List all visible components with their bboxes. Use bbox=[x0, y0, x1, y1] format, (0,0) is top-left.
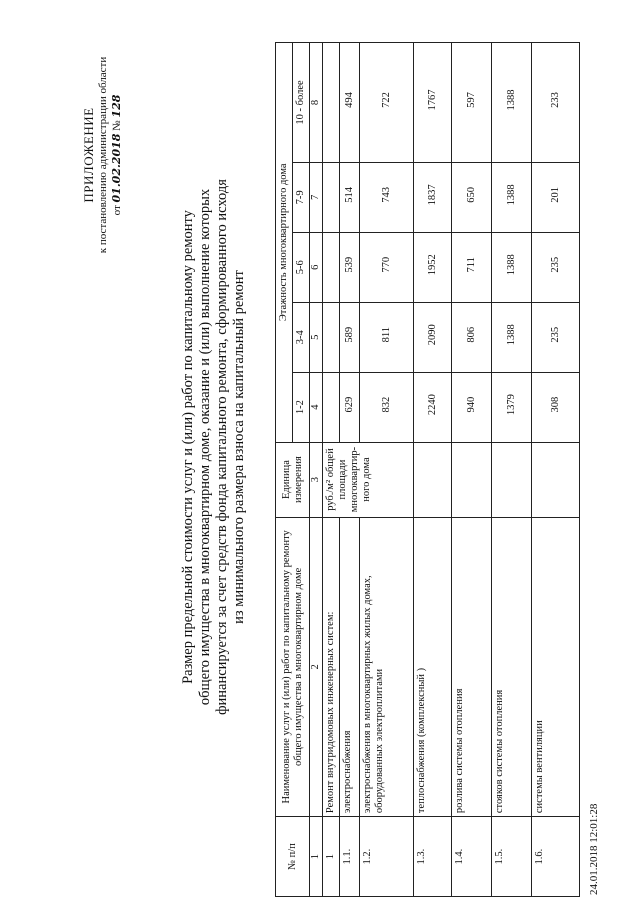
index-row bbox=[310, 43, 323, 897]
row-value: 650 bbox=[452, 162, 492, 232]
row-value: 235 bbox=[532, 302, 580, 372]
row-name: розлива системы отопления bbox=[452, 517, 492, 817]
row-num: 1.1. bbox=[340, 817, 360, 897]
index-cell: 7 bbox=[310, 162, 323, 232]
row-value: 1388 bbox=[492, 232, 532, 302]
section-row bbox=[323, 43, 340, 897]
section-num: 1 bbox=[323, 817, 340, 897]
header-floors: Этажность многоквартирного дома bbox=[276, 43, 293, 443]
row-value: 1952 bbox=[414, 232, 452, 302]
index-cell: 2 bbox=[310, 517, 323, 817]
title-line-4: из минимального размера взноса на капитальный ремонт bbox=[231, 270, 247, 624]
row-num: 1.2. bbox=[360, 817, 414, 897]
row-name: электроснабжения bbox=[340, 517, 360, 817]
row-value: 722 bbox=[360, 43, 414, 163]
row-value: 235 bbox=[532, 232, 580, 302]
header-floor-col: 1-2 bbox=[293, 372, 310, 442]
appendix-number: 128 bbox=[110, 94, 123, 118]
index-cell: 3 bbox=[310, 442, 323, 517]
appendix-no: № bbox=[111, 120, 123, 131]
row-value: 494 bbox=[340, 43, 360, 163]
row-num: 1.6. bbox=[532, 817, 580, 897]
row-value: 2240 bbox=[414, 372, 452, 442]
row-value: 743 bbox=[360, 162, 414, 232]
row-value: 832 bbox=[360, 372, 414, 442]
row-value: 806 bbox=[452, 302, 492, 372]
title-line-1: Размер предельной стоимости услуг и (или) работ по капитальному ремонту bbox=[180, 210, 196, 684]
row-value: 1388 bbox=[492, 162, 532, 232]
print-timestamp: 24.01.2018 12:01:28 bbox=[588, 803, 600, 895]
index-cell: 8 bbox=[310, 43, 323, 163]
header-floor-col: 5-6 bbox=[293, 232, 310, 302]
title-line-2: общего имущества в многоквартирном доме, оказание и (или) выполнение которых bbox=[197, 188, 213, 706]
row-num: 1.3. bbox=[414, 817, 452, 897]
row-value: 539 bbox=[340, 232, 360, 302]
appendix-date: 01.02.2018 bbox=[110, 133, 123, 203]
row-value: 597 bbox=[452, 43, 492, 163]
appendix-title: ПРИЛОЖЕНИЕ bbox=[81, 107, 96, 203]
index-cell: 4 bbox=[310, 372, 323, 442]
header-num: № п/п bbox=[276, 817, 310, 897]
row-value: 2090 bbox=[414, 302, 452, 372]
row-value: 940 bbox=[452, 372, 492, 442]
row-value: 201 bbox=[532, 162, 580, 232]
header-floor-col: 3-4 bbox=[293, 302, 310, 372]
section-title: Ремонт внутридомовых инженерных систем: bbox=[323, 517, 340, 817]
header-floor-col: 7-9 bbox=[293, 162, 310, 232]
index-cell: 1 bbox=[310, 817, 323, 897]
row-value: 514 bbox=[340, 162, 360, 232]
table-row bbox=[452, 43, 492, 897]
row-num: 1.5. bbox=[492, 817, 532, 897]
row-name: электроснабжения в многоквартирных жилых домах, оборудованных электроплитами bbox=[360, 517, 414, 817]
row-value: 711 bbox=[452, 232, 492, 302]
row-name: теплоснабжения (комплексный ) bbox=[414, 517, 452, 817]
title-line-3: финансируется за счет средств фонда капитального ремонта, сформированного исходя bbox=[214, 179, 230, 715]
header-name: Наименование услуг и (или) работ по капитальному ремонту общего имущества в многоквартирном доме bbox=[276, 517, 310, 817]
row-value: 629 bbox=[340, 372, 360, 442]
row-value: 770 bbox=[360, 232, 414, 302]
row-name: системы вентиляции bbox=[532, 517, 580, 817]
row-value: 1837 bbox=[414, 162, 452, 232]
appendix-line2 bbox=[110, 15, 124, 295]
row-value: 1388 bbox=[492, 302, 532, 372]
cost-table bbox=[275, 42, 580, 897]
row-num: 1.4. bbox=[452, 817, 492, 897]
index-cell: 6 bbox=[310, 232, 323, 302]
header-row bbox=[276, 43, 293, 897]
row-value: 589 bbox=[340, 302, 360, 372]
table-row bbox=[414, 43, 452, 897]
row-value: 1388 bbox=[492, 43, 532, 163]
table-row bbox=[532, 43, 580, 897]
appendix-from: от bbox=[111, 205, 123, 216]
header-floor-col: 10 - более bbox=[293, 43, 310, 163]
index-cell: 5 bbox=[310, 302, 323, 372]
row-value: 308 bbox=[532, 372, 580, 442]
row-value: 233 bbox=[532, 43, 580, 163]
appendix-block bbox=[82, 15, 124, 295]
row-value: 1379 bbox=[492, 372, 532, 442]
appendix-line1: к постановлению администрации области bbox=[97, 56, 109, 254]
table-row bbox=[492, 43, 532, 897]
row-value: 811 bbox=[360, 302, 414, 372]
unit-cell: руб./м² общей площади многоквартир-ного дома bbox=[323, 442, 414, 517]
header-unit: Единица измерения bbox=[276, 442, 310, 517]
row-value: 1767 bbox=[414, 43, 452, 163]
document-title bbox=[180, 117, 248, 777]
row-name: стояков системы отопления bbox=[492, 517, 532, 817]
